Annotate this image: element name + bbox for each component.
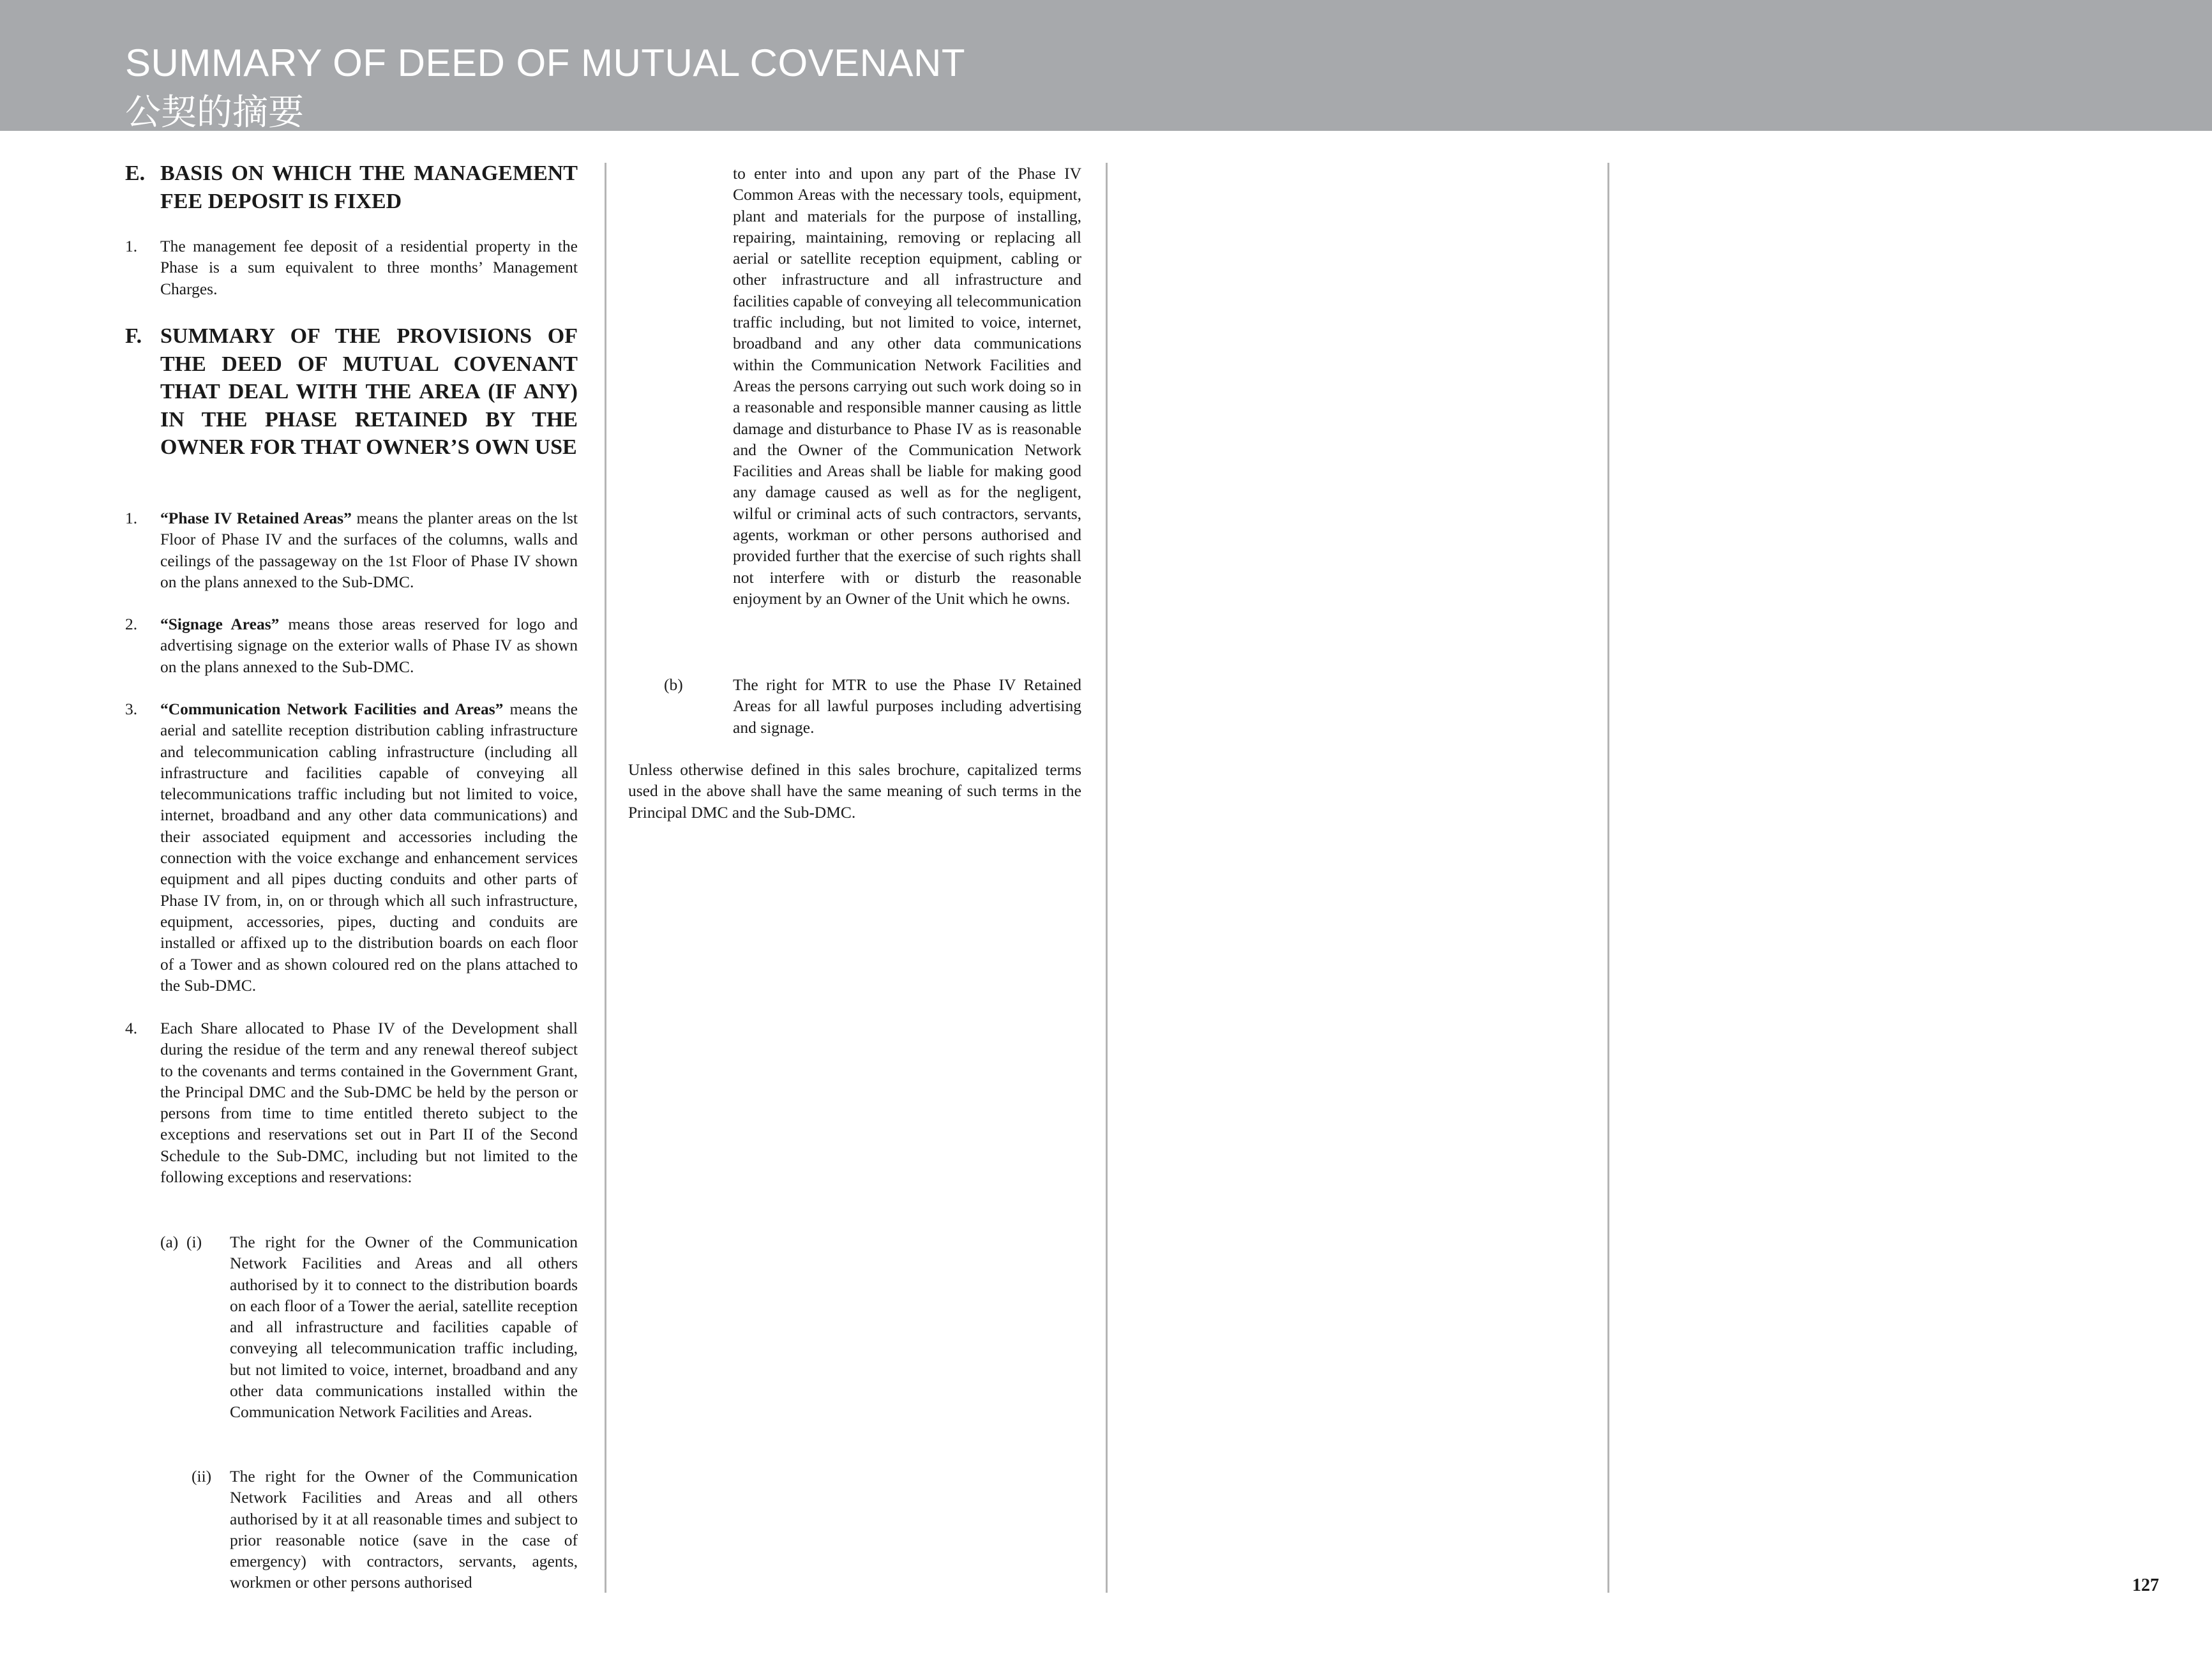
section-letter: F. [125, 324, 142, 348]
header-band [0, 0, 2212, 131]
subitem-text: The right for the Owner of the Communication Network Facilities and Areas and all others authorised by it at all reasonable times and subject to prior reasonable notice (save in the case of emergency) with contractors, servants, agents, workmen or other persons authorised [230, 1467, 578, 1592]
subitem-text: The right for MTR to use the Phase IV Retained Areas for all lawful purposes including advertising and signage. [733, 675, 1081, 737]
subitem-label: (a) (i) [160, 1233, 202, 1251]
header-title-en: SUMMARY OF DEED OF MUTUAL COVENANT [125, 41, 966, 84]
defined-term: “Communication Network Facilities and Areas” [160, 700, 504, 718]
item-number: 3. [125, 700, 138, 718]
item-text [160, 507, 578, 592]
item-number: 2. [125, 615, 138, 633]
defined-term: “Signage Areas” [160, 615, 280, 633]
item-number: 1. [125, 237, 138, 255]
item-text: The management fee deposit of a residential property in the Phase is a sum equivalent to three months’ Management Charges. [160, 237, 578, 298]
section-title: SUMMARY OF THE PROVISIONS OF THE DEED OF MUTUAL COVENANT THAT DEAL WITH THE AREA (IF ANY) IN THE PHASE RETAINED BY THE OWNER FOR THAT OWNER’S OWN USE [160, 324, 578, 459]
page-number: 127 [2132, 1575, 2159, 1595]
item-text [160, 613, 578, 677]
item-number: 4. [125, 1019, 138, 1037]
definition: means the aerial and satellite reception distribution cabling infrastructure and telecommunication cabling infrastructure (including all infrastructure and facilities capable of conveying all telecommunications traffic including but not limited to voice, internet, broadband and any other data communications) and their associated equipment and accessories including the connection with the voice exchange and enhancement services equipment and all pipes ducting conduits and other parts of Phase IV from, in, on or through which all such infrastructure, equipment, accessories, pipes, ducting and conduits are installed or affixed up to the distribution boards on each floor of a Tower and as shown coloured red on the plans attached to the Sub-DMC. [160, 700, 578, 995]
closing-note: Unless otherwise defined in this sales brochure, capitalized terms used in the above shall have the same meaning of such terms in the Principal DMC and the Sub-DMC. [628, 760, 1081, 822]
subitem-text: to enter into and upon any part of the Phase IV Common Areas with the necessary tools, equipment, plant and materials for the purpose of installing, repairing, maintaining, removing or replacing all aerial or satellite reception equipment, cabling or other infrastructure and all infrastructure and facilities capable of conveying all telecommunication traffic including, but not limited to voice, internet, broadband and any other data communications within the Communication Network Facilities and Areas the persons carrying out such work doing so in a reasonable and responsible manner causing as little damage and disturbance to Phase IV as is reasonable and the Owner of the Communication Network Facilities and Areas shall be liable for making good any damage caused as well as for the negligent, wilful or criminal acts of such contractors, servants, agents, workman or other persons authorised and provided further that the exercise of such rights shall not interfere with or disturb the reasonable enjoyment by an Owner of the Unit which he owns. [733, 164, 1081, 608]
subitem-label: (ii) [192, 1467, 212, 1485]
item-text [160, 698, 578, 996]
definition: means those areas reserved for logo and advertising signage on the exterior walls of Phase IV as shown on the plans annexed to the Sub-DMC. [160, 615, 578, 676]
item-text: Each Share allocated to Phase IV of the Development shall during the residue of the term and any renewal thereof subject to the covenants and terms contained in the Government Grant, the Principal DMC and the Sub-DMC be held by the person or persons from time to time entitled thereto subject to the exceptions and reservations set out in Part II of the Second Schedule to the Sub-DMC, including but not limited to the following exceptions and reservations: [160, 1019, 578, 1187]
item-number: 1. [125, 509, 138, 527]
defined-term: “Phase IV Retained Areas” [160, 509, 352, 527]
definition: means the planter areas on the lst Floor of Phase IV and the surfaces of the columns, walls and ceilings of the passageway on the 1st Floor of Phase IV shown on the plans annexed to the Sub-DMC. [160, 509, 578, 591]
header-title-zh: 公契的摘要 [125, 92, 304, 133]
section-letter: E. [125, 162, 146, 185]
subitem-label: (b) [664, 675, 683, 694]
column-divider [1607, 163, 1609, 1593]
subitem-text: The right for the Owner of the Communication Network Facilities and Areas and all others authorised by it to connect to the distribution boards on each floor of a Tower the aerial, satellite reception and all infrastructure and facilities capable of conveying all telecommunication traffic including, but not limited to voice, internet, broadband and any other data communications installed within the Communication Network Facilities and Areas. [230, 1233, 578, 1422]
column-divider [605, 163, 606, 1593]
section-title: BASIS ON WHICH THE MANAGEMENT FEE DEPOSIT IS FIXED [160, 162, 578, 213]
column-divider [1106, 163, 1108, 1593]
